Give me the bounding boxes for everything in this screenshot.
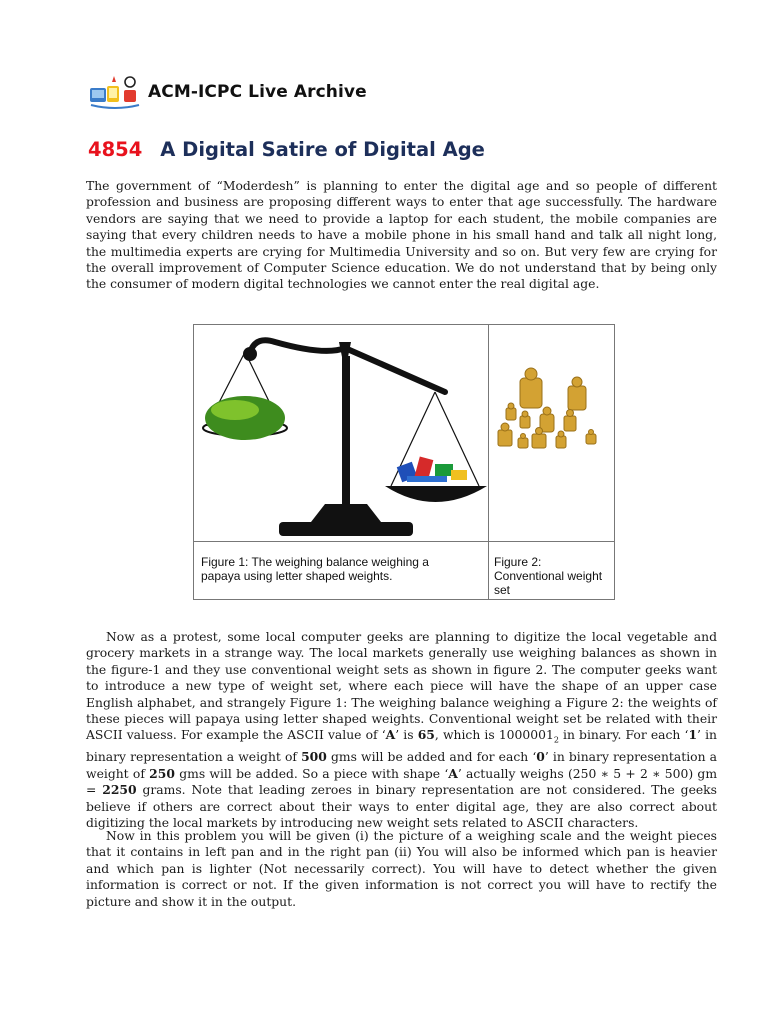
balance-scale-image — [195, 326, 487, 540]
archive-brand: ACM-ICPC Live Archive — [148, 82, 367, 102]
figure-table — [193, 324, 615, 600]
problem-paragraph: Now in this problem you will be given (i) the picture of a weighing scale and the weight pieces that it contains in left pan and in the right pan (ii) You will also be informed which pan is heavier and which pan is lighter (Not necessarily correct). You will have to detect whether the given information is correct or not. If the given information is not correct you will have to rectify the picture and show it in the output. — [86, 829, 717, 909]
protest-paragraph: Now as a protest, some local computer geeks are planning to digitize the local vegetable and grocery markets in a strange way. The local markets generally use weighing balances as shown in the figure-1 and they use conventional weight sets as shown in figure 2. The computer geeks want to introduce a new type of weight set, where each piece will have the shape of an upper case English alphabet, and strangely Figure 1: The weighing balance weighing a Figure 2: the weights of these pieces will papaya using letter shaped weights. Conventional weight set be related with their ASCII valuess. For example the ASCII value of ‘A’ is 65, which is $1000001_2$ in binary. For each ‘1’ in binary representation a weight of 500 gms will be added and for each ‘0’ in binary representation a weight of 250 gms will be added. So a piece with shape ‘A’ actually weighs (250 ∗ 5 + 2 ∗ 500) gm = 2250 grams. Note that leading zeroes in binary representation are not considered. The geeks believe if others are correct about their ways to enter digital age, they are also correct about digitizing the local markets by introducing new weight sets related to ASCII characters. — [86, 630, 718, 830]
acm-icpc-logo — [88, 72, 142, 112]
weight-set-image — [490, 326, 614, 540]
figure2-caption: Figure 2: Conventional weight set — [494, 555, 603, 597]
intro-paragraph: The government of “Moderdesh” is planning to enter the digital age and so people of different profession and business are proposing different ways to enter that age successfully. The hardware vendors are saying that we need to provide a laptop for each student, the mobile companies are saying that every children needs to have a mobile phone in his small hand and talk all night long, the multimedia experts are crying for Multimedia University and so on. But very few are crying for the overall improvement of Computer Science education. We do not understand that by being only the consumer of modern digital technologies we cannot enter the real digital age. — [86, 179, 717, 292]
figure1-caption: Figure 1: The weighing balance weighing a papaya using letter shaped weights. — [201, 555, 429, 583]
problem-name: A Digital Satire of Digital Age — [160, 138, 485, 161]
problem-title — [88, 138, 485, 161]
archive-header — [88, 72, 367, 112]
problem-number: 4854 — [88, 138, 143, 161]
figure-column-divider — [488, 325, 489, 599]
figure-caption-rule — [194, 541, 614, 542]
